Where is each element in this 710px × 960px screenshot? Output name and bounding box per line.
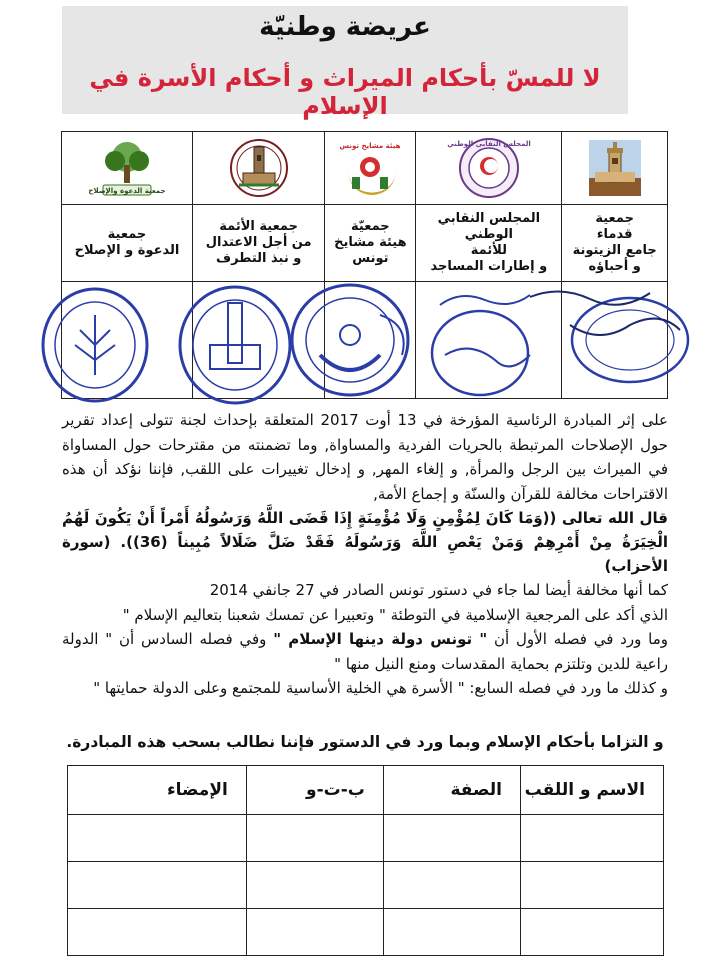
signature-header-row [68, 766, 664, 815]
stamp-cell [62, 282, 193, 399]
org-name-line: تونس [352, 251, 389, 266]
tree-logo [87, 137, 167, 199]
stamps-row [62, 282, 668, 399]
signature-row [68, 862, 664, 909]
article-six-text: وفي فصله السادس أن " الدولة راعية للدين وتلتزم بحماية المقدسات ومنع النيل منها " [62, 630, 668, 673]
organizations-table [61, 131, 668, 399]
org-dawa [62, 205, 193, 282]
org-name-line: للأئمة [470, 243, 507, 258]
stamp-cell [325, 282, 416, 399]
org-union [416, 205, 562, 282]
org-name-line: جمعية الأئمة [219, 219, 299, 234]
logo-cell-union [416, 132, 562, 205]
org-name-line: جمعيّة [351, 219, 390, 234]
constitution-paragraph: كما أنها مخالفة أيضا لما جاء في دستور تونس الصادر في 27 جانفي 2014 [209, 581, 668, 599]
articles-paragraph [62, 627, 668, 676]
org-name-line: جامع الزيتونة [572, 243, 657, 258]
org-chiefs [325, 205, 416, 282]
org-name-line: و أحباؤه [588, 259, 641, 274]
id-column-header: ب-ت-و [246, 766, 383, 815]
intro-paragraph: على إثر المبادرة الرئاسية المؤرخة في 13 أوت 2017 المتعلقة بإحداث لجنة تتولى إعداد تقرير حول الإصلاحات المرتبطة بالحريات الفردية والمساواة, وما تضمنته من مقترحات حول المساواة في الميراث بين الرجل والمرأة, و إلغاء المهر, و إدخال تغييرات على اللقب, فإننا نؤكد أن هذه الاقتراحات مخالفة للقرآن والسنّة و إجماع الأمة, [62, 411, 668, 503]
svg-text:جمعية الدعوة والإصلاح: جمعية الدعوة والإصلاح [88, 187, 166, 195]
logo-cell-chiefs [325, 132, 416, 205]
demand-statement: و التزاما بأحكام الإسلام وبما ورد في الدستور فإننا نطالب بسحب هذه المبادرة. [66, 733, 664, 751]
name-cell[interactable] [520, 815, 663, 862]
mosque-tower-logo [587, 138, 643, 198]
org-name-line: جمعية [595, 211, 634, 226]
signature-cell[interactable] [68, 862, 247, 909]
org-name-line: و نبذ التطرف [215, 251, 302, 266]
org-name-line: و إطارات المساجد [430, 259, 548, 274]
org-name-line: من أجل الاعتدال [205, 235, 312, 250]
logo-cell-zitouna [562, 132, 668, 205]
signature-cell[interactable] [68, 815, 247, 862]
header-banner [62, 6, 628, 120]
names-row [62, 205, 668, 282]
chiefs-crescent-logo [338, 137, 402, 199]
signature-row [68, 909, 664, 956]
svg-text:المجلس النقابي الوطني: المجلس النقابي الوطني [447, 140, 531, 148]
petition-body [62, 408, 668, 701]
petition-title: عريضة وطنيّة [259, 12, 431, 42]
id-cell[interactable] [246, 862, 383, 909]
quran-verse: قال الله تعالى ((وَمَا كَانَ لِمُؤْمِنٍ وَلَا مُؤْمِنَةٍ إِذَا قَضَى اللَّهُ وَرَسُولُهُ أَمْراً أَنْ يَكُونَ لَهُمُ الْخِيَرَةُ مِنْ أَمْرِهِمْ وَمَنْ يَعْصِ اللَّهَ وَرَسُولَهُ فَقَدْ ضَلَّ ضَلَالاً مُبِيناً (36)). (سورة الأحزاب) [62, 509, 668, 575]
signature-column-header: الإمضاء [68, 766, 247, 815]
role-cell[interactable] [383, 862, 520, 909]
logo-cell-dawa [62, 132, 193, 205]
org-zitouna [562, 205, 668, 282]
org-imams [192, 205, 324, 282]
org-name-line: جمعية [107, 227, 147, 242]
name-cell[interactable] [520, 862, 663, 909]
svg-text:هيئة مشايخ تونس: هيئة مشايخ تونس [339, 142, 401, 150]
stamp-cell [192, 282, 324, 399]
org-name-line: الوطني [464, 227, 513, 242]
article-one-quote: " تونس دولة دينها الإسلام " [273, 630, 488, 648]
logo-cell-imams [192, 132, 324, 205]
signature-row [68, 815, 664, 862]
article-seven-paragraph: و كذلك ما ورد في فصله السابع: " الأسرة هي الخلية الأساسية للمجتمع وعلى الدولة حمايتها " [93, 679, 668, 697]
article-one-intro: وما ورد في فصله الأول أن [487, 630, 669, 648]
name-column-header: الاسم و اللقب [520, 766, 663, 815]
org-name-line: الدعوة و الإصلاح [74, 243, 180, 258]
signature-table [67, 765, 664, 956]
org-name-line: قدماء [596, 227, 633, 242]
name-cell[interactable] [520, 909, 663, 956]
logos-row [62, 132, 668, 205]
id-cell[interactable] [246, 815, 383, 862]
stamp-cell [562, 282, 668, 399]
role-cell[interactable] [383, 815, 520, 862]
org-name-line: هيئة مشايخ [334, 235, 407, 250]
signature-cell[interactable] [68, 909, 247, 956]
org-name-line: المجلس النقابي [437, 211, 541, 226]
preamble-paragraph: الذي أكد على المرجعية الإسلامية في التوطئة " وتعبيرا عن تمسك شعبنا بتعاليم الإسلام " [122, 605, 668, 624]
stamp-cell [416, 282, 562, 399]
fortress-logo [227, 137, 291, 199]
role-cell[interactable] [383, 909, 520, 956]
role-column-header: الصفة [383, 766, 520, 815]
petition-subtitle: لا للمسّ بأحكام الميراث و أحكام الأسرة في الإسلام [89, 64, 601, 120]
id-cell[interactable] [246, 909, 383, 956]
union-circle-logo [447, 136, 531, 200]
